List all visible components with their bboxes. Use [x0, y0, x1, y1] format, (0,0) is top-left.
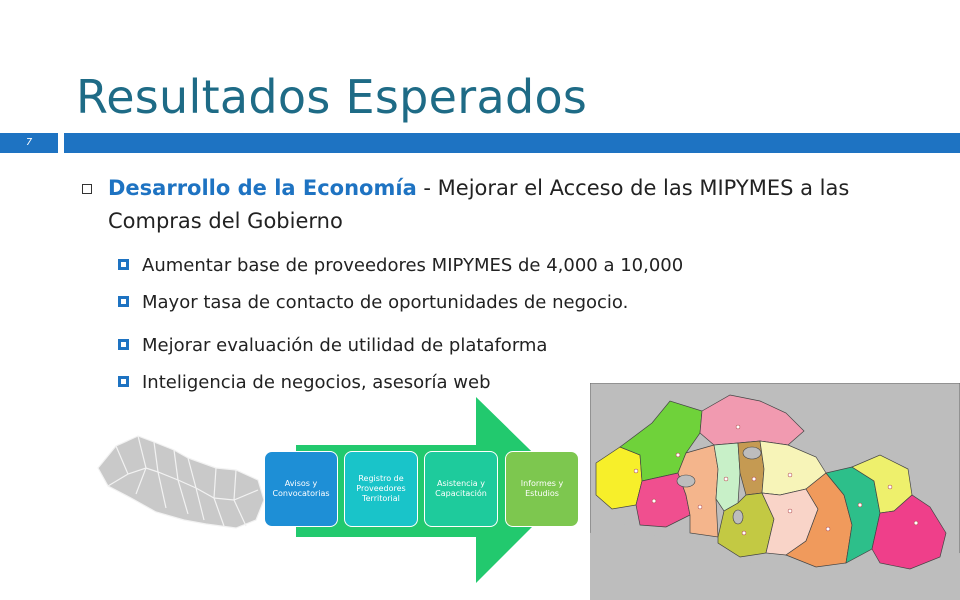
square-bullet-icon [118, 339, 129, 350]
el-salvador-gray-map [96, 428, 266, 538]
el-salvador-departments-map [590, 383, 960, 600]
sub-bullet-text: Inteligencia de negocios, asesoría web [142, 372, 491, 393]
process-step-2: Registro de Proveedores Territorial [344, 451, 418, 527]
square-bullet-icon [118, 259, 129, 270]
main-bullet [84, 172, 944, 238]
main-bullet-highlight: Desarrollo de la Economía [108, 176, 417, 200]
process-step-3: Asistencia y Capacitación [424, 451, 498, 527]
sub-bullet [120, 372, 491, 393]
sub-bullet-text: Aumentar base de proveedores MIPYMES de 4,000 a 10,000 [142, 255, 684, 276]
sub-bullet-text: Mejorar evaluación de utilidad de plataforma [142, 335, 548, 356]
process-step-1: Avisos y Convocatorias [264, 451, 338, 527]
slide-number: 7 [25, 137, 33, 148]
sub-bullet [120, 292, 628, 313]
slide-title: Resultados Esperados [76, 70, 588, 124]
process-step-4: Informes y Estudios [505, 451, 579, 527]
square-bullet-icon [118, 376, 129, 387]
square-bullet-icon [118, 296, 129, 307]
main-bullet-text: - Mejorar el Acceso de las MIPYMES a las Compras del Gobierno [108, 176, 850, 233]
sub-bullet [120, 335, 547, 356]
title-divider-bar [64, 133, 960, 153]
sub-bullet [120, 255, 683, 276]
sub-bullet-text: Mayor tasa de contacto de oportunidades de negocio. [142, 292, 629, 313]
square-bullet-icon [82, 184, 92, 194]
